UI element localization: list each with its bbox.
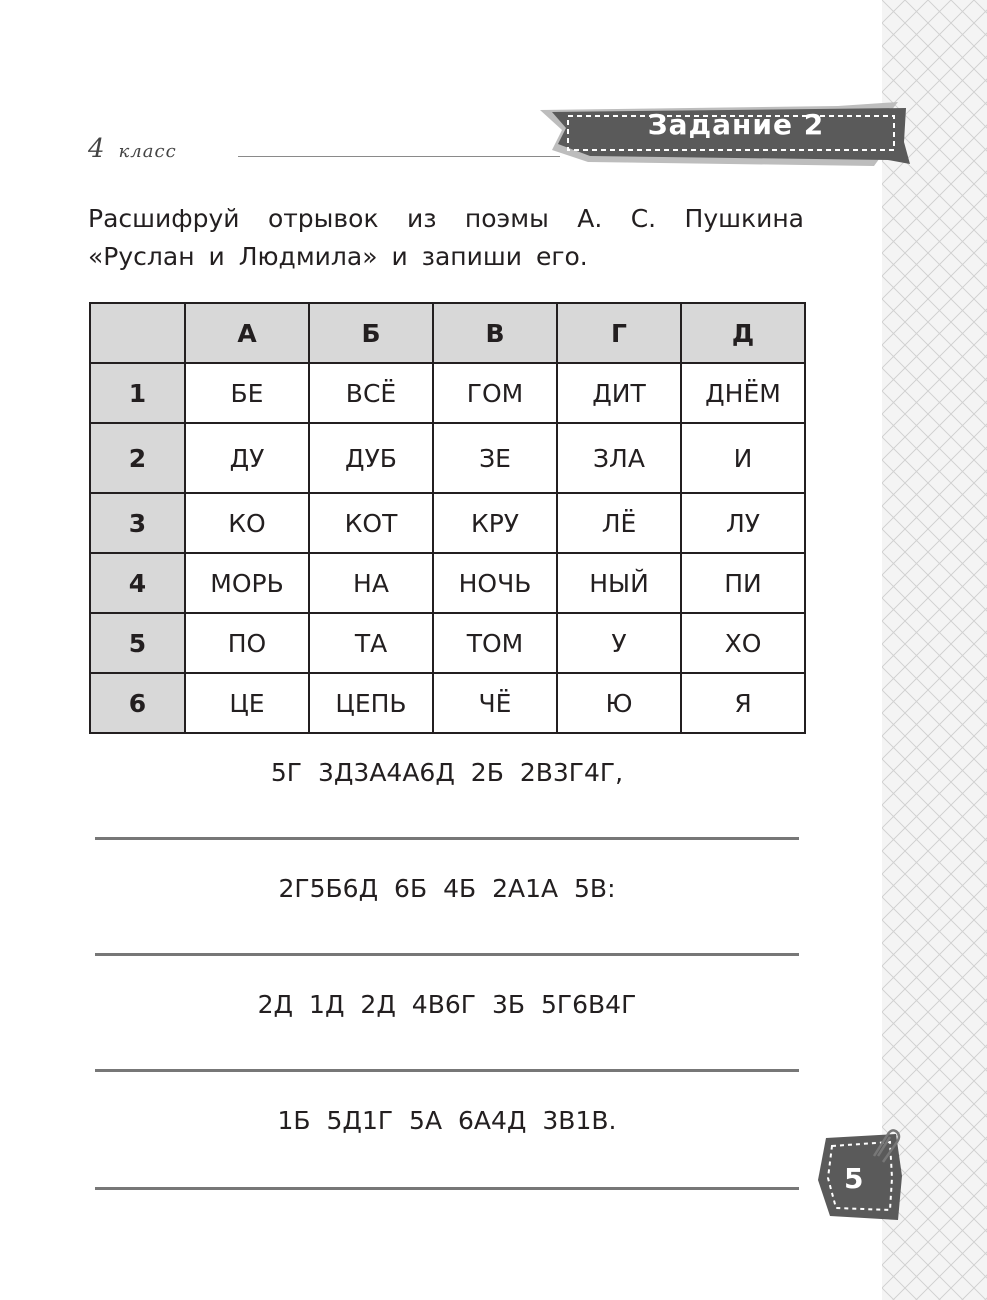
table-cell: ДИТ <box>557 363 681 423</box>
table-row <box>90 613 805 673</box>
table-cell: ДУ <box>185 423 309 493</box>
answer-line-1[interactable] <box>95 837 799 840</box>
instruction-line-1: Расшифруй отрывок из поэмы А. С. Пушкина <box>88 204 804 233</box>
table-row <box>90 363 805 423</box>
table-row <box>90 423 805 493</box>
table-cell: ЗЕ <box>433 423 557 493</box>
table-cell: ПО <box>185 613 309 673</box>
table-cell: МОРЬ <box>185 553 309 613</box>
table-cell: ПИ <box>681 553 805 613</box>
grade-number: 4 <box>88 134 105 164</box>
table-cell: ЗЛА <box>557 423 681 493</box>
table-cell: ВСЁ <box>309 363 433 423</box>
table-cell: НОЧЬ <box>433 553 557 613</box>
table-cell: ЛЁ <box>557 493 681 553</box>
column-header: Б <box>309 303 433 363</box>
table-cell: ЧЁ <box>433 673 557 733</box>
table-cell: НЫЙ <box>557 553 681 613</box>
answer-line-3[interactable] <box>95 1069 799 1072</box>
row-header: 2 <box>90 423 185 493</box>
code-line-3: 2Д 1Д 2Д 4В6Г 3Б 5Г6В4Г <box>257 990 637 1019</box>
grade-label <box>88 134 177 164</box>
table-cell: ДУБ <box>309 423 433 493</box>
table-cell: У <box>557 613 681 673</box>
instruction <box>88 200 804 276</box>
code-line-2: 2Г5Б6Д 6Б 4Б 2А1А 5В: <box>278 874 616 903</box>
row-header: 3 <box>90 493 185 553</box>
code-line-4: 1Б 5Д1Г 5А 6А4Д 3В1В. <box>277 1106 617 1135</box>
table-cell: ТА <box>309 613 433 673</box>
column-header: В <box>433 303 557 363</box>
answer-line-4[interactable] <box>95 1187 799 1190</box>
task-banner <box>538 96 910 170</box>
table-cell: КОТ <box>309 493 433 553</box>
row-header: 5 <box>90 613 185 673</box>
table-row <box>90 673 805 733</box>
table-cell: ЛУ <box>681 493 805 553</box>
table-row <box>90 553 805 613</box>
table-cell: ЦЕ <box>185 673 309 733</box>
answer-line-2[interactable] <box>95 953 799 956</box>
table-cell: ТОМ <box>433 613 557 673</box>
row-header: 1 <box>90 363 185 423</box>
task-title: Задание 2 <box>647 108 825 141</box>
grade-word: класс <box>118 141 177 162</box>
table-cell: ХО <box>681 613 805 673</box>
table-cell: КО <box>185 493 309 553</box>
header-rule <box>238 156 560 157</box>
column-header: Г <box>557 303 681 363</box>
column-header: А <box>185 303 309 363</box>
table-cell: И <box>681 423 805 493</box>
table-cell: Ю <box>557 673 681 733</box>
cipher-table <box>89 302 806 734</box>
page-number-badge <box>812 1128 904 1228</box>
column-header: Д <box>681 303 805 363</box>
row-header: 4 <box>90 553 185 613</box>
table-cell: КРУ <box>433 493 557 553</box>
page-number: 5 <box>844 1162 864 1195</box>
table-header-row <box>90 303 805 363</box>
table-corner-cell <box>90 303 185 363</box>
table-cell: НА <box>309 553 433 613</box>
table-cell: БЕ <box>185 363 309 423</box>
table-cell: ДНЁМ <box>681 363 805 423</box>
row-header: 6 <box>90 673 185 733</box>
code-line-1: 5Г 3Д3А4А6Д 2Б 2В3Г4Г, <box>270 758 624 787</box>
table-cell: Я <box>681 673 805 733</box>
table-cell: ЦЕПЬ <box>309 673 433 733</box>
table-row <box>90 493 805 553</box>
side-grid-decoration <box>882 0 987 1300</box>
table-cell: ГОМ <box>433 363 557 423</box>
instruction-line-2: «Руслан и Людмила» и запиши его. <box>88 242 588 271</box>
